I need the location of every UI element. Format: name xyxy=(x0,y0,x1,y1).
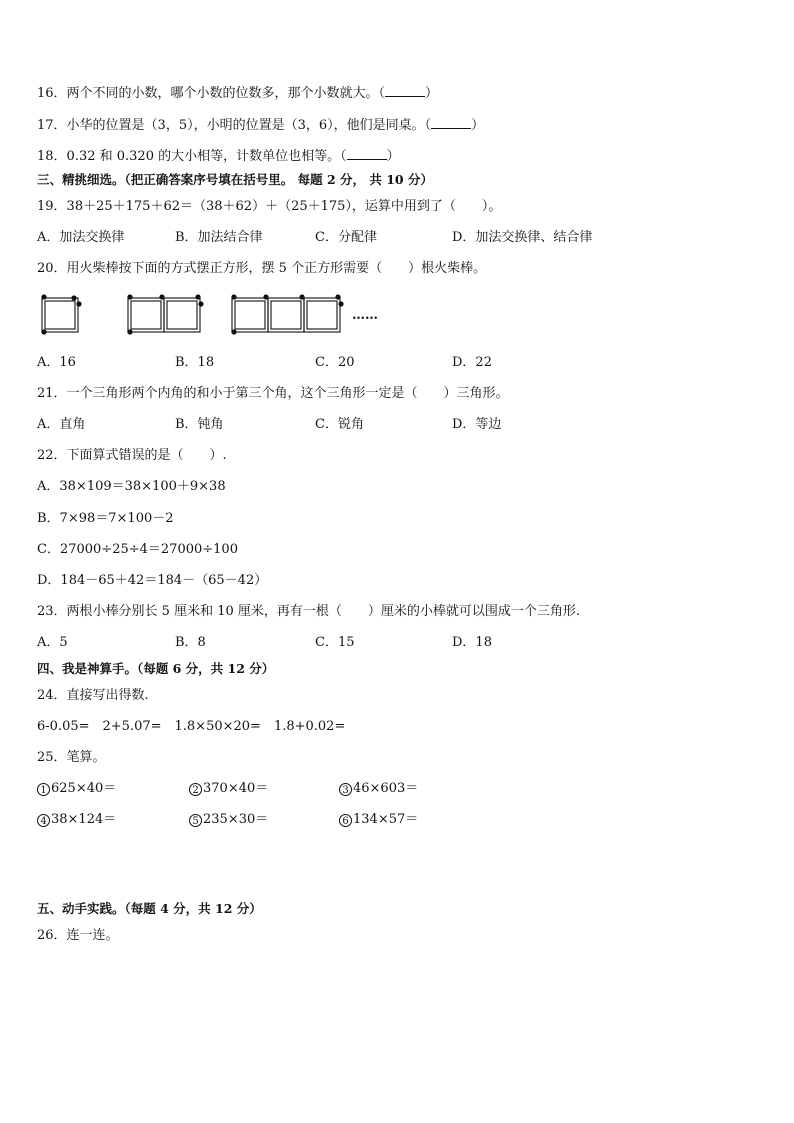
q19-option-a[interactable]: A．加法交换律 xyxy=(37,230,125,245)
circled-number-4: 4 xyxy=(37,814,50,827)
q20-option-d[interactable]: D．22 xyxy=(452,355,492,370)
question-24-expressions: 6-0.05= 2+5.07= 1.8×50×20= 1.8+0.02= xyxy=(37,719,346,734)
q25-item-4-expr: 38×124＝ xyxy=(51,812,117,827)
q23-option-d[interactable]: D．18 xyxy=(452,635,492,650)
q25-item-3-expr: 46×603＝ xyxy=(353,781,419,796)
q25-item-1-expr: 625×40＝ xyxy=(51,781,117,796)
q25-item-4 xyxy=(37,812,116,828)
q23-option-b[interactable]: B．8 xyxy=(175,635,206,650)
q22-option-a[interactable]: A．38×109＝38×100＋9×38 xyxy=(37,479,226,494)
answer-blank[interactable] xyxy=(431,116,471,129)
q20-option-c[interactable]: C．20 xyxy=(315,355,355,370)
question-18-text: 18．0.32 和 0.320 的大小相等，计数单位也相等。（ xyxy=(37,149,347,164)
q22-option-d[interactable]: D．184－65＋42＝184－（65－42） xyxy=(37,573,268,588)
question-16 xyxy=(37,84,438,102)
question-18-close: ） xyxy=(386,149,400,164)
circled-number-1: 1 xyxy=(37,783,50,796)
q19-option-c[interactable]: C．分配律 xyxy=(315,230,377,245)
q21-option-a[interactable]: A．直角 xyxy=(37,417,86,432)
question-25-text: 25．笔算。 xyxy=(37,750,106,765)
question-22-text: 22．下面算式错误的是（ ）. xyxy=(37,448,227,463)
question-17 xyxy=(37,116,484,134)
question-23-text: 23．两根小棒分别长 5 厘米和 10 厘米，再有一根（ ）厘米的小棒就可以围成一个三角形. xyxy=(37,604,581,619)
q20-option-b[interactable]: B．18 xyxy=(175,355,215,370)
q25-item-2-expr: 370×40＝ xyxy=(203,781,269,796)
q21-option-c[interactable]: C．锐角 xyxy=(315,417,364,432)
question-16-text: 16．两个不同的小数，哪个小数的位数多，那个小数就大。（ xyxy=(37,86,386,101)
q23-option-a[interactable]: A．5 xyxy=(37,635,68,650)
continuation-dots: …… xyxy=(352,308,378,323)
circled-number-3: 3 xyxy=(339,783,352,796)
q21-option-b[interactable]: B．钝角 xyxy=(175,417,224,432)
question-20-text: 20．用火柴棒按下面的方式摆正方形，摆 5 个正方形需要（ ）根火柴棒。 xyxy=(37,261,487,276)
q22-option-c[interactable]: C．27000÷25÷4＝27000÷100 xyxy=(37,542,238,557)
q21-option-d[interactable]: D．等边 xyxy=(452,417,502,432)
matchstick-squares-figure xyxy=(36,292,396,342)
question-18 xyxy=(37,147,400,165)
section-4-heading: 四、我是神算手。（每题 6 分，共 12 分） xyxy=(37,661,275,676)
q25-item-6-expr: 134×57＝ xyxy=(353,812,419,827)
question-17-close: ） xyxy=(471,118,485,133)
q25-item-1 xyxy=(37,781,116,797)
q25-item-3 xyxy=(339,781,418,797)
q25-item-2 xyxy=(189,781,268,797)
q19-option-b[interactable]: B．加法结合律 xyxy=(175,230,263,245)
q25-item-5 xyxy=(189,812,268,828)
question-17-text: 17．小华的位置是（3，5），小明的位置是（3，6），他们是同桌。（ xyxy=(37,118,432,133)
question-16-close: ） xyxy=(425,86,439,101)
question-21-text: 21．一个三角形两个内角的和小于第三个角，这个三角形一定是（ ）三角形。 xyxy=(37,386,509,401)
answer-blank[interactable] xyxy=(385,84,425,97)
section-3-heading: 三、精挑细选。（把正确答案序号填在括号里。 每题 2 分， 共 10 分） xyxy=(37,172,433,187)
section-5-heading: 五、动手实践。（每题 4 分，共 12 分） xyxy=(37,901,262,916)
circled-number-2: 2 xyxy=(189,783,202,796)
question-19-text: 19．38＋25＋175＋62＝（38＋62）＋（25＋175），运算中用到了（ ）。 xyxy=(37,199,502,214)
q22-option-b[interactable]: B．7×98＝7×100－2 xyxy=(37,511,174,526)
question-26-text: 26．连一连。 xyxy=(37,928,119,943)
q25-item-6 xyxy=(339,812,418,828)
answer-blank[interactable] xyxy=(347,147,387,160)
circled-number-5: 5 xyxy=(189,814,202,827)
q20-option-a[interactable]: A．16 xyxy=(37,355,76,370)
q19-option-d[interactable]: D．加法交换律、结合律 xyxy=(452,230,593,245)
circled-number-6: 6 xyxy=(339,814,352,827)
q25-item-5-expr: 235×30＝ xyxy=(203,812,269,827)
q23-option-c[interactable]: C．15 xyxy=(315,635,355,650)
question-24-text: 24．直接写出得数. xyxy=(37,688,149,703)
